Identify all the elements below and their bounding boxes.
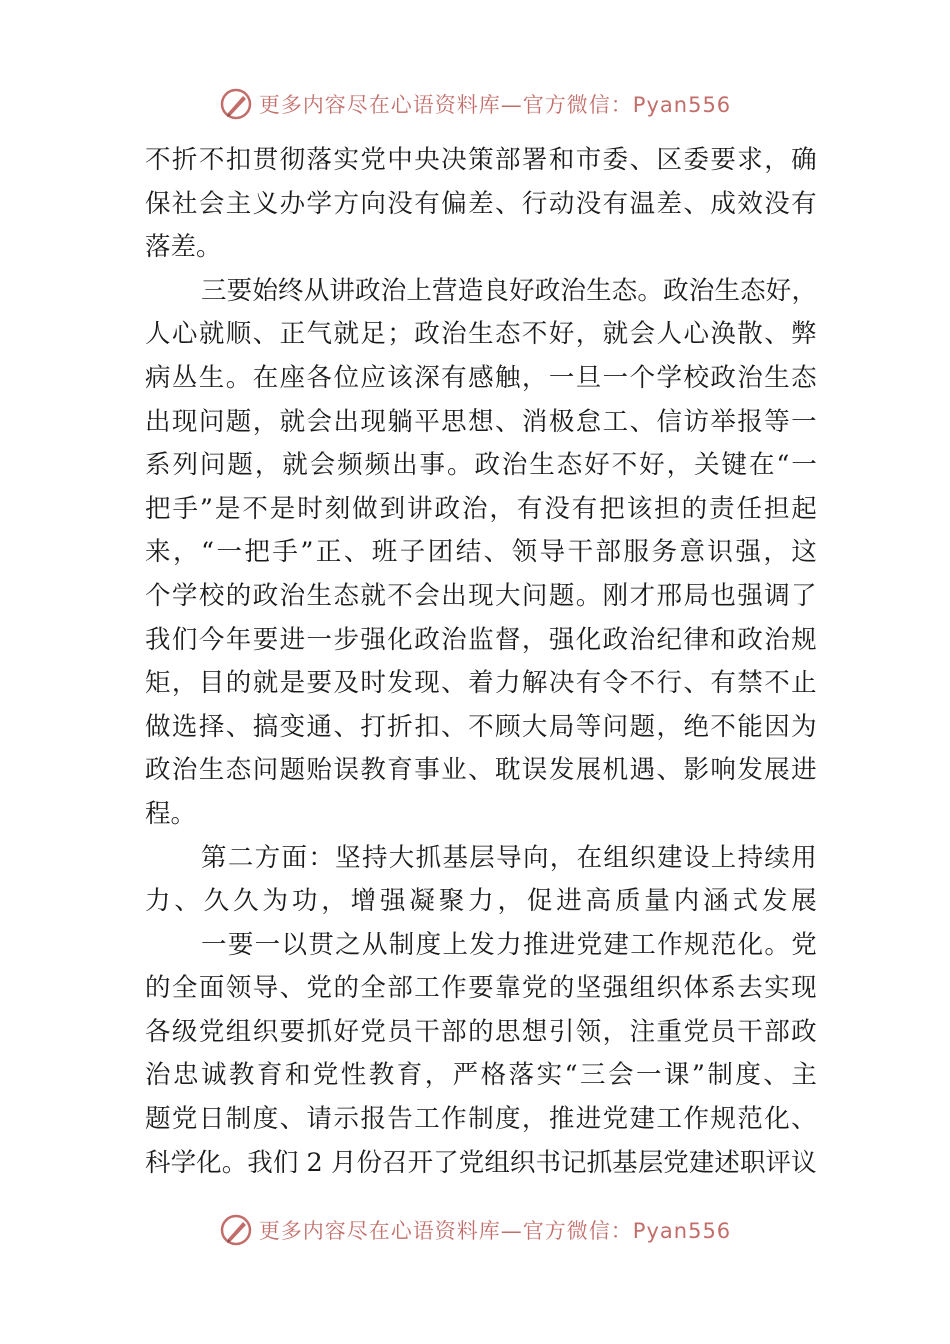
paragraph-line: 的 全 面 领 导 、 党 的 全 部 工 作 要 靠 党 的 坚 强 组 织 体 系 去 实 现 [145,973,817,1004]
paragraph-line: 题 党 日 制 度 、 请 示 报 告 工 作 制 度 ， 推 进 党 建 工 作 规 范 化 、 [145,1104,817,1135]
watermark-header [0,84,950,124]
watermark-footer [0,1210,950,1250]
pen-logo-icon [219,87,253,121]
paragraph-line: 人 心 就 顺 、 正 气 就 足 ； 政 治 生 态 不 好 ， 就 会 人 心 涣 散 、 弊 [145,319,817,350]
paragraph-line: 落差。 [145,232,222,263]
paragraph-line: 把 手 ” 是 不 是 时 刻 做 到 讲 政 治 ， 有 没 有 把 该 担 的 责 任 担 起 [145,493,817,524]
paragraph-line: 不 折 不 扣 贯 彻 落 实 党 中 央 决 策 部 署 和 市 委 、 区 委 要 求 ， 确 [145,145,817,175]
pen-logo-icon [219,1213,253,1247]
paragraph-line: 各 级 党 组 织 要 抓 好 党 员 干 部 的 思 想 引 领 ， 注 重 党 员 干 部 政 [145,1016,817,1047]
paragraph-line: 政 治 生 态 问 题 贻 误 教 育 事 业 、 耽 误 发 展 机 遇 、 影 响 发 展 进 [145,755,817,786]
paragraph-line: 科 学 化 。 我 们 2 月 份 召 开 了 党 组 织 书 记 抓 基 层 党 建 述 职 评 议 [145,1147,817,1178]
document-body [145,139,817,1185]
paragraph-line: 来 ， “ 一 把 手 ” 正 、 班 子 团 结 、 领 导 干 部 服 务 意 识 强 ， 这 [145,537,817,568]
watermark-text: 更多内容尽在心语资料库—官方微信：Pyan556 [258,1219,732,1243]
paragraph-line: 力 、 久 久 为 功 ， 增 强 凝 聚 力 ， 促 进 高 质 量 内 涵 式 发 展 [145,886,817,917]
paragraph-line: 第 二 方 面 ： 坚 持 大 抓 基 层 导 向 ， 在 组 织 建 设 上 持 续 用 [201,842,817,873]
paragraph-line: 三 要 始 终 从 讲 政 治 上 营 造 良 好 政 治 生 态 。 政 治 生 态 好 ， [201,275,817,306]
paragraph-line: 出 现 问 题 ， 就 会 出 现 躺 平 思 想 、 消 极 怠 工 、 信 访 举 报 等 一 [145,406,817,437]
paragraph-line: 程。 [145,798,197,829]
paragraph-line: 治 忠 诚 教 育 和 党 性 教 育 ， 严 格 落 实 “ 三 会 一 课 ” 制 度 、 主 [145,1060,817,1091]
paragraph-line: 一 要 一 以 贯 之 从 制 度 上 发 力 推 进 党 建 工 作 规 范 化 。 党 [201,929,817,960]
paragraph-line: 系 列 问 题 ， 就 会 频 频 出 事 。 政 治 生 态 好 不 好 ， 关 键 在 “ 一 [145,450,817,481]
paragraph-line: 病 丛 生 。 在 座 各 位 应 该 深 有 感 触 ， 一 旦 一 个 学 校 政 治 生 态 [145,362,817,393]
watermark-text: 更多内容尽在心语资料库—官方微信：Pyan556 [258,93,732,117]
paragraph-line: 我 们 今 年 要 进 一 步 强 化 政 治 监 督 ， 强 化 政 治 纪 律 和 政 治 规 [145,624,817,655]
paragraph-line: 个 学 校 的 政 治 生 态 就 不 会 出 现 大 问 题 。 刚 才 邢 局 也 强 调 了 [145,580,817,611]
paragraph-line: 做 选 择 、 搞 变 通 、 打 折 扣 、 不 顾 大 局 等 问 题 ， 绝 不 能 因 为 [145,711,817,742]
paragraph-line: 矩 ， 目 的 就 是 要 及 时 发 现 、 着 力 解 决 有 令 不 行 、 有 禁 不 止 [145,668,817,699]
paragraph-line: 保 社 会 主 义 办 学 方 向 没 有 偏 差 、 行 动 没 有 温 差 、 成 效 没 有 [145,188,817,219]
